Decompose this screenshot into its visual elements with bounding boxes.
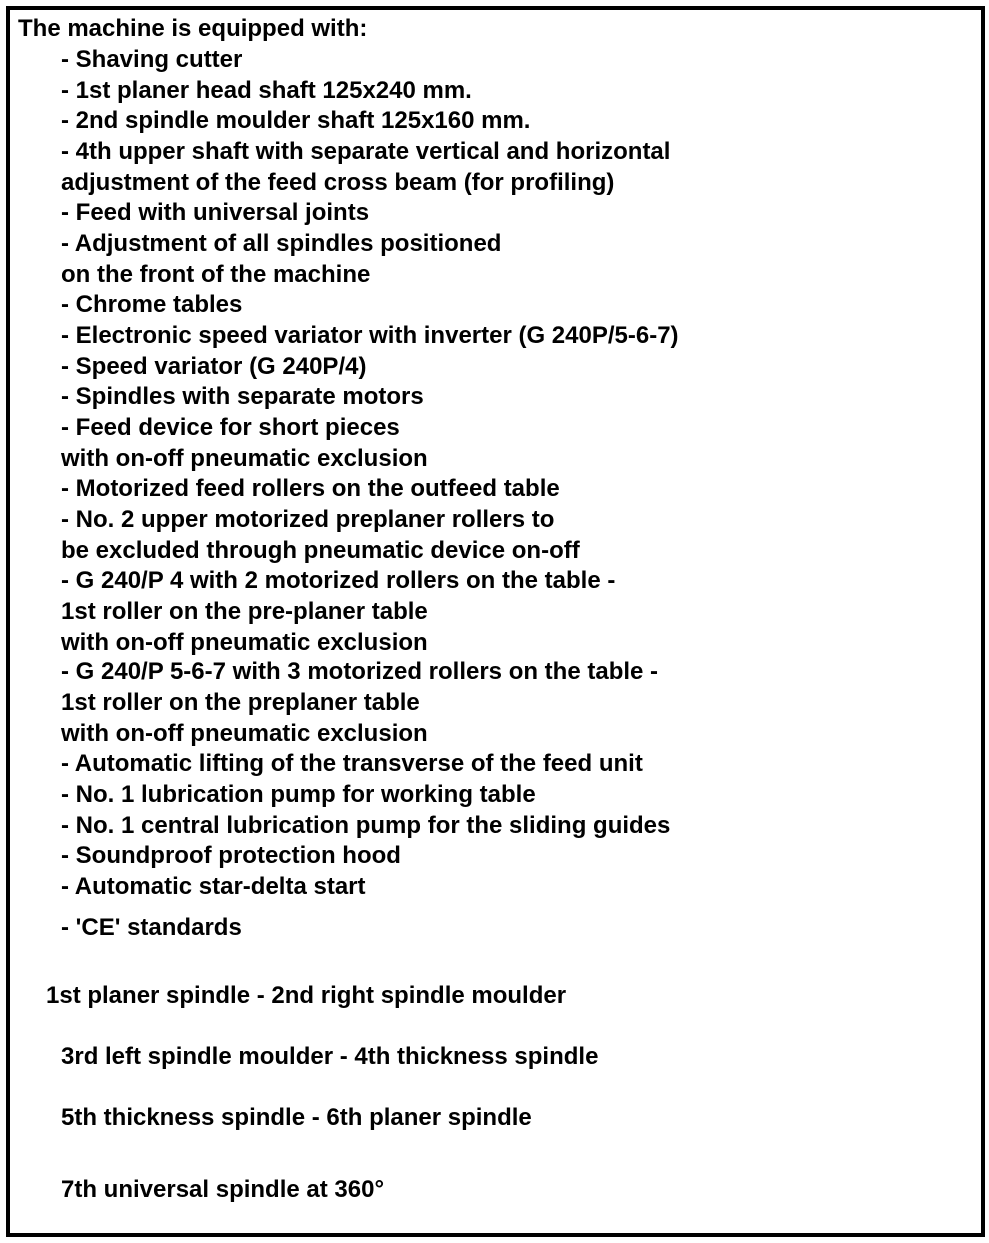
- spindle-line: 7th universal spindle at 360°: [61, 1176, 385, 1203]
- equipment-item: - Electronic speed variator with inverter (G 240P/5-6-7): [61, 322, 679, 349]
- equipment-item: - Chrome tables: [61, 291, 243, 318]
- equipment-item: - G 240/P 5-6-7 with 3 motorized rollers on the table -: [61, 658, 659, 685]
- equipment-item: - G 240/P 4 with 2 motorized rollers on the table -: [61, 567, 616, 594]
- document-heading: The machine is equipped with:: [18, 15, 368, 42]
- equipment-item: - Feed device for short pieces: [61, 414, 400, 441]
- equipment-item: be excluded through pneumatic device on-off: [61, 537, 580, 564]
- equipment-item: with on-off pneumatic exclusion: [61, 445, 428, 472]
- spindle-line: 1st planer spindle - 2nd right spindle moulder: [46, 982, 567, 1009]
- equipment-item: on the front of the machine: [61, 261, 371, 288]
- equipment-item: - 'CE' standards: [61, 914, 242, 941]
- equipment-item: - 2nd spindle moulder shaft 125x160 mm.: [61, 107, 531, 134]
- equipment-item: - No. 2 upper motorized preplaner rollers to: [61, 506, 555, 533]
- equipment-item: with on-off pneumatic exclusion: [61, 720, 428, 747]
- equipment-item: - Spindles with separate motors: [61, 383, 424, 410]
- equipment-item: - Motorized feed rollers on the outfeed table: [61, 475, 560, 502]
- spindle-line: 5th thickness spindle - 6th planer spindle: [61, 1104, 532, 1131]
- equipment-item: 1st roller on the pre-planer table: [61, 598, 428, 625]
- equipment-item: - 4th upper shaft with separate vertical and horizontal: [61, 138, 671, 165]
- equipment-item: 1st roller on the preplaner table: [61, 689, 420, 716]
- equipment-item: - Shaving cutter: [61, 46, 243, 73]
- equipment-item: - Automatic lifting of the transverse of the feed unit: [61, 750, 643, 777]
- equipment-item: with on-off pneumatic exclusion: [61, 629, 428, 656]
- spindle-line: 3rd left spindle moulder - 4th thickness spindle: [61, 1043, 599, 1070]
- equipment-item: - Speed variator (G 240P/4): [61, 353, 367, 380]
- equipment-item: - Feed with universal joints: [61, 199, 370, 226]
- equipment-item: - Soundproof protection hood: [61, 842, 401, 869]
- equipment-item: adjustment of the feed cross beam (for profiling): [61, 169, 615, 196]
- equipment-item: - No. 1 central lubrication pump for the sliding guides: [61, 812, 671, 839]
- equipment-item: - No. 1 lubrication pump for working table: [61, 781, 536, 808]
- equipment-item: - Automatic star-delta start: [61, 873, 366, 900]
- equipment-item: - 1st planer head shaft 125x240 mm.: [61, 77, 472, 104]
- equipment-item: - Adjustment of all spindles positioned: [61, 230, 502, 257]
